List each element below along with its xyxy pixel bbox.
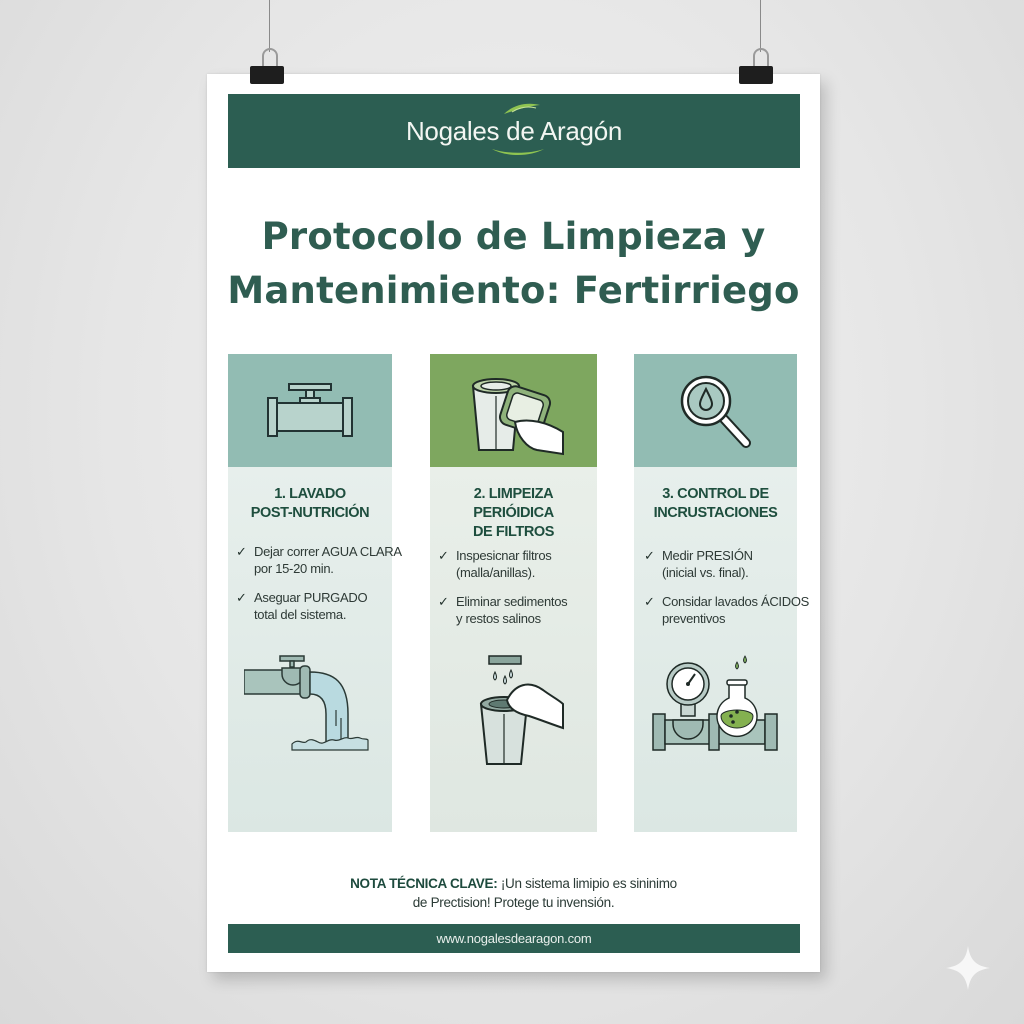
heading-line: 3. CONTROL DE — [662, 486, 769, 502]
heading-line: 2. LIMPEIZA — [473, 486, 554, 502]
pipe-water-outflow-icon — [244, 654, 374, 764]
checkmark-icon: ✓ — [236, 590, 247, 605]
bullet-text: total del sistema. — [254, 607, 347, 622]
step-card-lavado — [228, 354, 402, 832]
poster — [207, 74, 820, 972]
checkmark-icon: ✓ — [644, 548, 655, 563]
binder-clip-left — [250, 66, 284, 84]
bullet-text: Considar lavados ÁCIDOS — [662, 594, 809, 609]
bullet-text: (inicial vs. final). — [662, 565, 749, 580]
magnifier-droplet-icon — [676, 371, 756, 451]
bullet-text: Eliminar sedimentos — [456, 594, 568, 609]
brand-header — [228, 94, 800, 168]
heading-line: DE FILTROS — [472, 524, 555, 540]
binder-clip-right — [739, 66, 773, 84]
step-card-filtros — [430, 354, 597, 832]
technical-note — [207, 874, 820, 912]
filter-cup-cleaning-icon — [459, 366, 569, 456]
title-line-1: Protocolo de Limpieza y — [261, 215, 766, 258]
bullet-item — [642, 547, 827, 581]
valve-pipe-icon — [260, 381, 360, 441]
card-icon-band — [430, 354, 597, 467]
checkmark-icon: ✓ — [438, 594, 449, 609]
website-link[interactable]: www.nogalesdearagon.com — [436, 931, 592, 946]
bullet-text: Inspesicnar filtros — [456, 548, 552, 563]
brand-logo — [406, 116, 622, 147]
card-illustration — [634, 654, 797, 794]
note-line-1 — [207, 874, 820, 893]
bullet-text: Dejar correr AGUA CLARA — [254, 544, 402, 559]
bullet-item — [234, 589, 422, 623]
heading-line: PERIÓIDICA — [473, 505, 554, 521]
bullet-text: (malla/anillas). — [456, 565, 536, 580]
page-title — [207, 210, 820, 318]
checkmark-icon: ✓ — [644, 594, 655, 609]
card-heading — [430, 485, 597, 542]
hanging-string-right — [760, 0, 761, 52]
sparkle-icon — [944, 944, 992, 992]
bullet-text: y restos salinos — [456, 611, 541, 626]
heading-line: 1. LAVADO — [274, 486, 346, 502]
note-text: ¡Un sistema limipio es sininimo — [500, 876, 677, 891]
pressure-gauge-flask-icon — [651, 654, 781, 754]
bullet-text: Medir PRESIÓN — [662, 548, 753, 563]
bullet-item — [234, 543, 422, 577]
card-illustration — [228, 654, 392, 794]
hanging-string-left — [269, 0, 270, 52]
footer-band — [228, 924, 800, 953]
bullet-text: preventivos — [662, 611, 726, 626]
filter-rinse-icon — [459, 654, 569, 774]
bullet-item — [436, 547, 627, 581]
heading-line: POST-NUTRICIÓN — [250, 505, 370, 521]
brand-name: Nogales de Aragón — [405, 115, 623, 146]
card-icon-band — [634, 354, 797, 467]
leaf-icon — [502, 102, 542, 116]
card-heading — [228, 485, 392, 523]
heading-line: INCRUSTACIONES — [653, 505, 778, 521]
bullet-list — [234, 543, 422, 635]
bullet-item — [436, 593, 627, 627]
checkmark-icon: ✓ — [438, 548, 449, 563]
note-label: NOTA TÉCNICA CLAVE: — [350, 876, 498, 891]
swoosh-icon — [490, 147, 546, 157]
bullet-text: Aseguar PURGADO — [254, 590, 368, 605]
bullet-list — [642, 547, 827, 639]
step-card-incrustaciones — [634, 354, 809, 832]
bullet-item — [642, 593, 827, 627]
card-heading — [634, 485, 797, 523]
card-illustration — [430, 654, 597, 794]
bullet-text: por 15-20 min. — [254, 561, 334, 576]
card-icon-band — [228, 354, 392, 467]
title-line-2: Mantenimiento: Fertirriego — [227, 269, 800, 312]
bullet-list — [436, 547, 627, 639]
note-line-2: de Prectision! Protege tu invensión. — [412, 895, 615, 910]
checkmark-icon: ✓ — [236, 544, 247, 559]
